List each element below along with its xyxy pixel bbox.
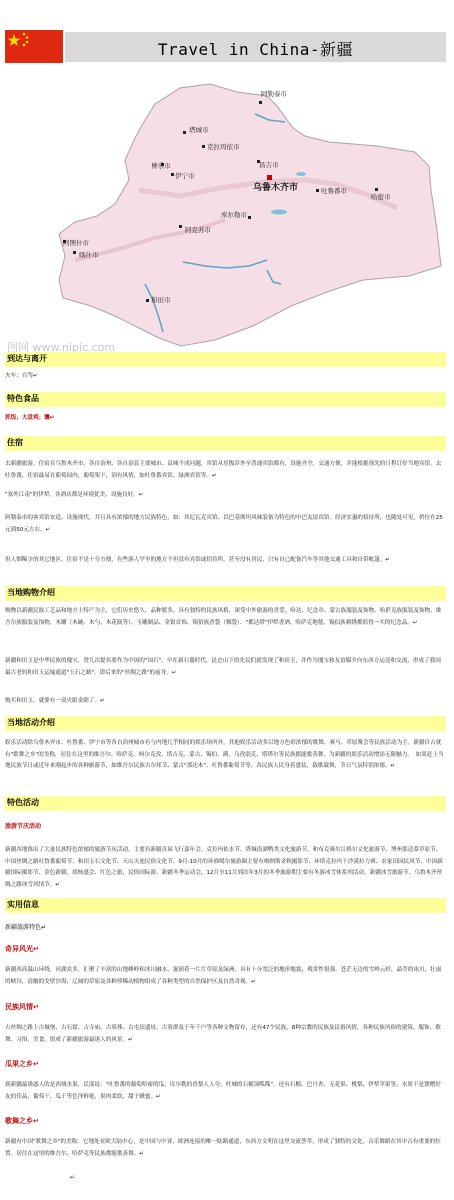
practical-item-title: 歌舞之乡↵ — [5, 1117, 39, 1125]
practical-item-text: 新疆有中国"歌舞之乡"的美称。它地处亚欧大陆中心，是中国与中亚、欧洲连接的唯一陆路通道，东西方文明在这里交流荟萃，形成了独特的文化，音乐舞蹈在其中占有重要的位置。居住在这里的维吾尔、哈萨克等民族都能歌善舞。↵ — [5, 1139, 441, 1157]
activities-paragraph: 娱乐活动除乌鲁木齐市、吐鲁番、伊宁市等各自治州城市有与内地几乎相同的娱乐场所外，其他娱乐活动多以地方色彩浓郁的歌舞、赛马、草原篝会等民族活动为主。新疆自古就有"歌舞之乡"的美称，居住在这里的维吾尔、哈萨克、柯尔克孜、塔吉克、蒙古、锡伯、满、乌孜别克、塔塔尔等民族都能歌善舞，为新疆的娱乐活动增添无限魅力。 如果赶上当地民族节日或近年来刚起步的各种旅游节，如维吾尔民族古尔邦节、蒙古"那达木"、吐鲁番葡萄节等，各民族人民身着盛装，载歌载舞，节日气氛特别浓郁。↵ — [5, 740, 444, 769]
map-city-kashgar: 喀什市 — [79, 251, 99, 259]
practical-item-text: 到新疆最诱惑人的是西域水果，民谣说："吐鲁番的葡萄哈密的瓜，库尔勒的香梨人人夸，叶城的石榴顶呱呱"，还有石榴、巴旦杏、无花果、桃梨、伊犁苹果等，水果干是馈赠好友的佳品，葡萄干、瓜干等色泽鲜艳，果肉柔软，甜于蜂蜜。↵ — [5, 1082, 441, 1100]
food-text: 抓饭；大盘鸡；馕↵ — [5, 415, 55, 421]
section-title: 到达与离开 — [7, 354, 47, 363]
map-city-korla: 库尔勒市 — [221, 211, 247, 219]
title-bar — [65, 32, 446, 62]
map-city-changji: 昌吉市 — [259, 161, 279, 169]
map-city-bole: 博乐市 — [151, 162, 171, 170]
map-city-karamay: 克拉玛依市 — [207, 143, 240, 151]
practical-item-title: 奇异风光↵ — [5, 945, 39, 953]
practical-item-text: 古丝绸之路上古城堡、古石窟、古寺庙、古墓葬、古屯田遗址、古墓群及千年千户等各种文物留存，还有47个民族，8种宗教的民族及民俗风情，各种民族风俗的建筑、服饰、歌舞、习俗、美食，组成了新疆旅游最迷人的风景。↵ — [5, 1025, 441, 1043]
xinjiang-map-image — [5, 70, 446, 352]
stay-paragraph: 去新疆旅游，住宿在乌鲁木齐市、各自治州、各自治县主要城市、县城不成问题，宾馆从星级涉外至普通宾馆都有，设施齐全，交通方便，并能根据预先的日程订好当地宾馆。去吐鲁番，住宿最易在葡萄园内，葡萄架下，别有风情，如吐鲁番宾馆、绿洲宾馆等。↵ — [5, 461, 442, 479]
map-city-artux: 阿图什市 — [63, 239, 89, 247]
map-city-urumqi: 乌鲁木齐市 — [253, 183, 299, 193]
section-heading-food — [5, 392, 446, 407]
map-city-aksu: 阿克苏市 — [185, 226, 211, 234]
section-title: 特色食品 — [7, 394, 39, 403]
festival-label: 旅游节庆活动 — [5, 823, 42, 830]
stay-paragraph: 阿勒泰市的客宾馆安适，设施现代，并且具有浓郁的地方民族特色，如：其尼瓦克宾馆、以巴基斯坦风味装备为特色的中巴友谊宾馆。经济实惠的招待所，也随处可见，价位在25元到50元左右。↵ — [5, 515, 443, 533]
section-title: 实用信息 — [7, 900, 39, 909]
map-city-yining: 伊宁市 — [175, 172, 195, 180]
document-header — [5, 30, 446, 63]
section-title: 当地购物介绍 — [7, 588, 55, 597]
section-heading-shopping — [5, 586, 446, 601]
section-heading-arrival — [5, 352, 446, 367]
map-city-altay: 阿勒泰市 — [261, 90, 287, 98]
section-heading-practical — [5, 898, 446, 913]
shopping-paragraph: 购买和田玉，就要有一双火眼金睛了。↵ — [5, 698, 105, 704]
section-heading-special — [5, 796, 446, 811]
section-heading-stay — [5, 436, 446, 451]
map-city-tacheng: 塔城市 — [189, 126, 209, 134]
practical-item-title: 民族风情↵ — [5, 1003, 39, 1011]
china-flag-image — [5, 30, 63, 63]
map-city-turpan: 吐鲁番市 — [321, 187, 347, 195]
practical-item-title: 瓜果之乡↵ — [5, 1060, 39, 1068]
practical-subheading: 新疆旅游特色↵ — [5, 924, 47, 931]
section-heading-activities — [5, 716, 446, 731]
map-city-hotan: 和田市 — [151, 296, 171, 304]
page-title: Travel in China-新疆 — [157, 40, 354, 59]
practical-item-text: 新疆西高温山环绕，河湖众多，汇聚了丰富的山地峰岭和冰川融水，滋润着一片片草原及绿洲，具有十分宽泛的地形地貌，观赏性很强。苍茫无边的雪岭云杉，晶莹的冰川，壮丽的峡谷，清幽的戈壁沙海，辽阔的草原及各种珍稀动植物组成了各种类型的自然保护区及自然奇观。↵ — [5, 967, 442, 985]
shopping-paragraph: 购物以新疆民族工艺品和地方土特产为主，它们历史悠久，品种繁多，具有独特的民族风格，深受中外旅游的喜爱。哈达、纪念章、蒙古族服装及饰物、哈萨克族服装及饰物、维吾尔族服装及饰物、木雕（木碗、木勺、木花瓶等）、玉雕制品、金银首饰、锡伯族香袋（烟袋）、"都达塔"伊犁香酒、哈萨克地毯、锡伯族刺绣都值得一买的纪念品。↵ — [5, 608, 442, 626]
special-paragraph: 新疆各地推出了大量民族特色浓郁的旅游节庆活动，主要有新疆首届飞行嘉年会、克拉玛依水节、塔城南湖鸭类文化旅游节、和布克赛尔江格尔文化旅游节、博州那达慕草原节、中国丝绸之路吐鲁番葡萄节、和田玉石文化节、天山天池民俗文化节，9月-10月的环准噶尔旅游圈主要有喀纳斯金秋摄影节、环塔克拉玛干沙漠拉力赛、农家田园民风节、中国新疆国际摄影节、金色新疆、胡杨盛会、红色之旅、民俗国际游、新疆冬季运动会，12月至11月到次年3月的冬季旅游期主要有冬游冰雪体系列活动、新疆冰雪旅游节、乌鲁木齐丝绸之路冰雪风情节。↵ — [5, 847, 443, 888]
shopping-paragraph: 新疆和田玉是中华民族的瑰宝，曾几次提名要作为中国的"国石"，早在新石器时代，昆仑山下的先民们就发现了和田玉，并作为瑰宝和友谊媒介向东西方运送和交流，形成了我国最古老的和田玉运输通道"玉石之路"，即后来的"丝绸之路"的前身。↵ — [5, 658, 441, 676]
stay-paragraph: 但人烟稀少的其它地区，住宿不是十分方便，有些游人罕至的地方不但没有宾馆或招待所，甚至没有居民，只有自己配备汽车等其他交通工具和自带帐篷。↵ — [5, 557, 391, 563]
map-watermark: 图网 www.nipic.com — [7, 341, 116, 352]
section-title: 住宿 — [7, 438, 23, 447]
section-title: 当地活动介绍 — [7, 718, 55, 727]
stay-paragraph: "塞外江南"的伊犁，各酒店都是环境优美、设施良好。↵ — [5, 492, 144, 498]
arrival-text: 火车；自驾↵ — [5, 373, 38, 379]
end-mark: ↵ — [70, 1175, 75, 1181]
section-title: 特色活动 — [7, 798, 39, 807]
map-city-hami: 哈密市 — [371, 193, 391, 201]
